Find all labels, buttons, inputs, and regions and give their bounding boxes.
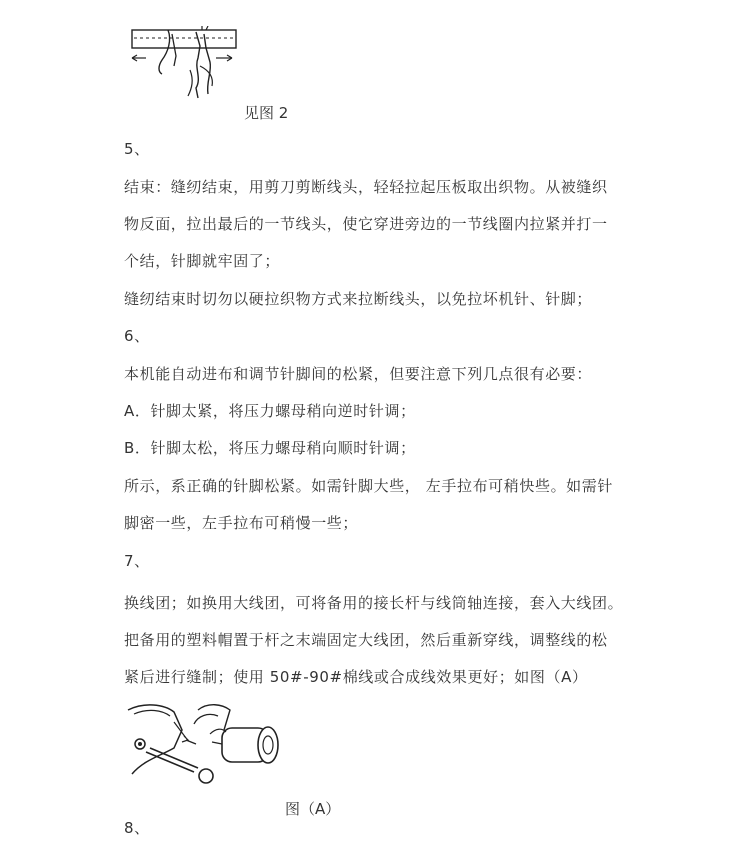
section-number-8: 8、 [124,819,150,837]
paragraph-line: 结束：缝纫结束，用剪刀剪断线头，轻轻拉起压板取出织物。从被缝织 [124,178,608,196]
figure-a-illustration [124,700,284,796]
figure-a-caption: 图（A） [285,800,341,818]
paragraph-line: 本机能自动进布和调节针脚间的松紧，但要注意下列几点很有必要： [124,365,593,383]
section-number-5: 5、 [124,140,150,158]
section-number-7: 7、 [124,552,150,570]
paragraph-line: 个结，针脚就牢固了； [124,252,281,270]
figure-2-illustration [128,26,240,104]
sewing-hands-icon [128,26,240,104]
paragraph-line: 所示，系正确的针脚松紧。如需针脚大些， 左手拉布可稍快些。如需针 [124,477,613,495]
paragraph-line: 脚密一些，左手拉布可稍慢一些； [124,514,359,532]
figure-2-caption: 见图 2 [244,104,289,122]
paragraph-line: A．针脚太紧，将压力螺母稍向逆时针调； [124,402,416,420]
paragraph-line: 紧后进行缝制；使用 50#-90#棉线或合成线效果更好；如图（A） [124,668,588,686]
paragraph-line: B．针脚太松，将压力螺母稍向顺时针调； [124,439,416,457]
paragraph-line: 缝纫结束时切勿以硬拉织物方式来拉断线头，以免拉坏机针、针脚； [124,290,593,308]
thread-spool-icon [124,700,284,796]
paragraph-line: 换线团；如换用大线团，可将备用的接长杆与线筒轴连接，套入大线团。 [124,594,624,612]
section-number-6: 6、 [124,327,150,345]
paragraph-line: 把备用的塑料帽置于杆之末端固定大线团，然后重新穿线，调整线的松 [124,631,608,649]
paragraph-line: 物反面，拉出最后的一节线头，使它穿进旁边的一节线圈内拉紧并打一 [124,215,608,233]
